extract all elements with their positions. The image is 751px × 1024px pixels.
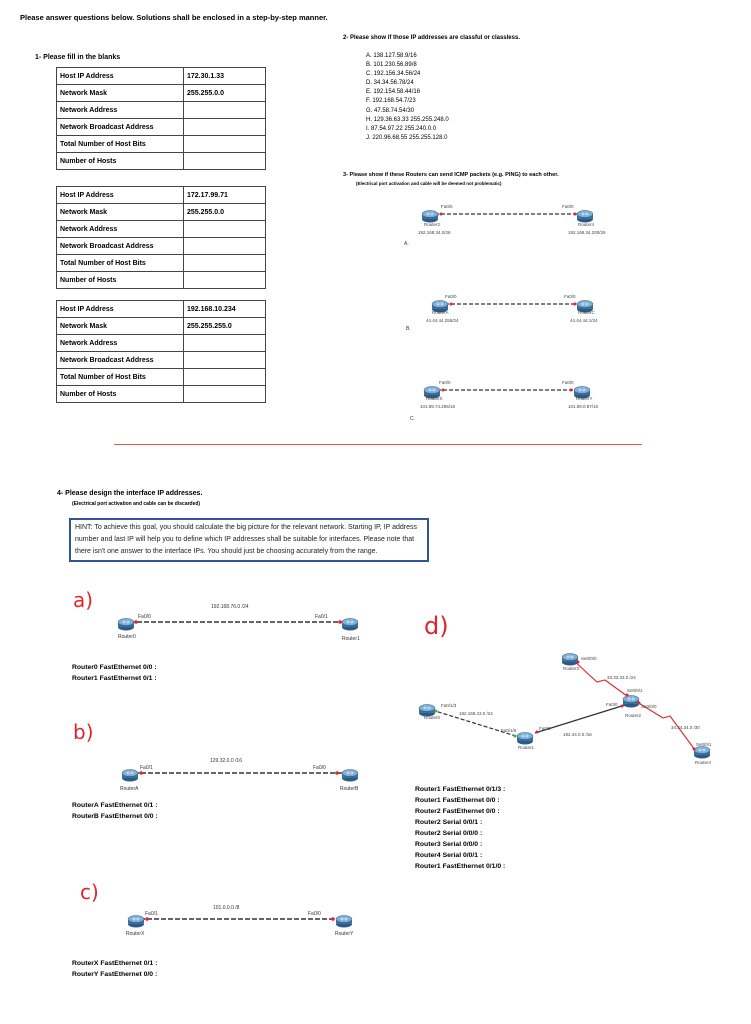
handwritten-a: a)	[73, 588, 94, 612]
label-cell: Host IP Address	[57, 68, 184, 85]
port-label: Se0/0/1	[696, 742, 712, 747]
value-cell[interactable]: 255.255.0.0	[184, 204, 266, 221]
answer-line: Router1 FastEthernet 0/0 :	[415, 797, 500, 804]
list-item: I. 87.54.97.22 255.240.0.0	[366, 125, 437, 132]
router-name: Router4	[578, 222, 595, 227]
label-cell: Network Broadcast Address	[57, 119, 184, 136]
port-dot	[134, 620, 138, 624]
port-dot	[570, 389, 573, 392]
q1-table-3	[56, 300, 266, 403]
diagram-letter: B.	[406, 326, 411, 332]
q4-diagrams-abc	[90, 595, 380, 955]
value-cell[interactable]	[184, 386, 266, 403]
network-label: 129.32.0.0 /16	[210, 758, 242, 764]
q1-title: 1- Please fill in the blanks	[35, 54, 121, 61]
q3-diagram-a	[404, 204, 606, 247]
network-label: 101.0.0.0 /8	[213, 905, 240, 911]
answer-line: Router1 FastEthernet 0/1/0 :	[415, 863, 506, 870]
label-cell: Total Number of Host Bits	[57, 255, 184, 272]
port-label: Fa0/1/0	[501, 728, 517, 733]
network-label: 192.168.76.0 /24	[211, 604, 249, 610]
q4-b-answers	[72, 800, 158, 822]
table-row	[57, 102, 266, 119]
table-row	[57, 68, 266, 85]
value-cell[interactable]	[184, 119, 266, 136]
label-cell: Network Mask	[57, 318, 184, 335]
q4-title: 4- Please design the interface IP addresses.	[57, 490, 203, 497]
q4-note: (Electrical port activation and cable can be discarded)	[72, 501, 201, 507]
router-icon[interactable]	[342, 770, 358, 782]
port-label: Fa0/0	[441, 204, 453, 209]
answer-line: RouterX FastEthernet 0/1 :	[72, 960, 158, 967]
port-label: Fa0/1	[145, 911, 158, 917]
q4-diagram-b	[120, 758, 359, 792]
label-cell: Number of Hosts	[57, 153, 184, 170]
table-row	[57, 204, 266, 221]
port-dot	[621, 705, 624, 708]
answer-line: Router3 Serial 0/0/0 :	[415, 841, 483, 848]
router-name: Router0	[424, 715, 441, 720]
q2-title: 2- Please show if those IP addresses are classful or classless.	[343, 35, 520, 41]
diagram-letter: A.	[404, 241, 409, 247]
label-cell: Number of Hosts	[57, 272, 184, 289]
value-cell[interactable]	[184, 102, 266, 119]
label-cell: Host IP Address	[57, 187, 184, 204]
table-row	[57, 272, 266, 289]
port-label: Fa0/1	[315, 614, 328, 620]
list-item: C. 192.156.34.56/24	[366, 71, 421, 78]
port-label: Fa0/0	[138, 614, 151, 620]
label-cell: Network Address	[57, 221, 184, 238]
q1-table-2	[56, 186, 266, 289]
list-item: A. 138.127.58.9/16	[366, 53, 417, 59]
answer-line: RouterY FastEthernet 0/0 :	[72, 971, 158, 978]
port-dot	[145, 917, 149, 921]
port-dot	[335, 771, 339, 775]
label-cell: Number of Hosts	[57, 386, 184, 403]
q4-diagram-d	[415, 648, 715, 788]
port-label: Fa0/0	[313, 765, 326, 771]
label-cell: Network Broadcast Address	[57, 352, 184, 369]
table-row	[57, 153, 266, 170]
table-row	[57, 255, 266, 272]
router-icon[interactable]	[336, 916, 352, 928]
table-row	[57, 119, 266, 136]
handwritten-c: c)	[80, 880, 99, 904]
network-label: 33.33.33.0 /24	[607, 675, 636, 680]
q1-table-1	[56, 67, 266, 170]
router-icon[interactable]	[122, 770, 138, 782]
router-icon[interactable]	[118, 619, 134, 631]
value-cell[interactable]	[184, 221, 266, 238]
router-name: Router2	[424, 222, 441, 227]
table-row	[57, 386, 266, 403]
answer-line: Router1 FastEthernet 0/1/3 :	[415, 786, 506, 793]
q4-c-answers	[72, 958, 157, 980]
table-row	[57, 335, 266, 352]
port-label: Fa0/0	[439, 380, 451, 385]
answer-line: Router2 FastEthernet 0/0 :	[415, 808, 500, 815]
answer-line: Router1 FastEthernet 0/1 :	[72, 675, 157, 682]
value-cell[interactable]	[184, 335, 266, 352]
port-dot	[577, 661, 580, 664]
network-label: 192.44.0.0 /16	[563, 732, 592, 737]
intro-text: Please answer questions below. Solutions shall be enclosed in a step-by-step manner.	[20, 13, 328, 22]
router-icon[interactable]	[623, 696, 639, 708]
port-dot	[338, 620, 342, 624]
router-icon[interactable]	[517, 733, 533, 745]
port-dot	[450, 303, 453, 306]
router-name: RouterB	[340, 786, 359, 792]
table-row	[57, 136, 266, 153]
ip-label: 192.168.34.200/26	[568, 230, 606, 235]
port-label: Fa0/0	[606, 702, 618, 707]
list-item: B. 101.230.56.89/8	[366, 62, 417, 69]
label-cell: Total Number of Host Bits	[57, 136, 184, 153]
ip-label: 101.89.0.87/16	[568, 404, 599, 409]
router-name: RouterA	[120, 786, 139, 792]
label-cell: Network Mask	[57, 85, 184, 102]
list-item: H. 129.36.63.33 255.255.248.0	[366, 116, 449, 123]
q3-diagram-c	[410, 380, 599, 422]
port-label: Se0/0/0	[641, 704, 657, 709]
value-cell[interactable]	[184, 238, 266, 255]
answer-line: Router2 Serial 0/0/0 :	[415, 830, 483, 837]
router-name: RouterX	[426, 396, 443, 401]
value-cell[interactable]	[184, 272, 266, 289]
q2-list	[366, 52, 449, 143]
port-label: Fa0/1/3	[441, 703, 457, 708]
value-cell[interactable]: 255.255.0.0	[184, 85, 266, 102]
value-cell[interactable]: 255.255.255.0	[184, 318, 266, 335]
port-label: Fa0/0	[562, 204, 574, 209]
value-cell[interactable]	[184, 136, 266, 153]
port-dot	[514, 735, 517, 738]
router-name: Router0	[118, 634, 136, 640]
answer-line: Router2 Serial 0/0/1 :	[415, 819, 483, 826]
table-row	[57, 352, 266, 369]
label-cell: Host IP Address	[57, 301, 184, 318]
port-label: Fa0/0	[564, 294, 576, 299]
label-cell: Network Broadcast Address	[57, 238, 184, 255]
router-name: RouterC	[578, 310, 595, 315]
list-item: J. 220.96.68.55 255.255.128.0	[366, 134, 448, 141]
answer-line: Router4 Serial 0/0/1 :	[415, 852, 483, 859]
value-cell[interactable]: 192.168.10.234	[184, 301, 266, 318]
table-row	[57, 85, 266, 102]
router-name: Router4	[695, 760, 712, 765]
table-row	[57, 301, 266, 318]
router-icon[interactable]	[342, 619, 358, 631]
diagram-letter: C.	[410, 416, 415, 422]
label-cell: Network Mask	[57, 204, 184, 221]
router-name: Router1	[518, 745, 535, 750]
value-cell[interactable]	[184, 352, 266, 369]
port-dot	[442, 389, 445, 392]
router-name: RouterY	[335, 931, 354, 937]
label-cell: Network Address	[57, 335, 184, 352]
q3-diagram-b	[406, 294, 598, 332]
port-label: Fa0/0	[308, 911, 321, 917]
network-label: 192.168.23.0 /24	[459, 711, 493, 716]
list-item: D. 34.34.56.78/24	[366, 80, 414, 87]
port-label: Fa0/0	[562, 380, 574, 385]
handwritten-b: b)	[73, 720, 94, 744]
value-cell[interactable]	[184, 255, 266, 272]
table-row	[57, 318, 266, 335]
q4-a-answers	[72, 662, 157, 684]
q4-diagram-a	[118, 604, 360, 642]
label-cell: Total Number of Host Bits	[57, 369, 184, 386]
section-divider	[114, 444, 642, 445]
port-label: Fa0/0	[445, 294, 457, 299]
router-icon[interactable]	[577, 211, 593, 223]
ip-label: 44.44.44.1/24	[570, 318, 598, 323]
router-name: RouterA	[432, 310, 449, 315]
value-cell[interactable]: 172.17.99.71	[184, 187, 266, 204]
port-dot	[693, 748, 696, 751]
table-row	[57, 369, 266, 386]
router-icon[interactable]	[128, 916, 144, 928]
answer-line: Router0 FastEthernet 0/0 :	[72, 664, 157, 671]
router-icon[interactable]	[694, 747, 710, 759]
ip-label: 44.44.44.255/24	[426, 318, 459, 323]
ip-label: 192.168.34.0/26	[418, 230, 451, 235]
router-name: Router1	[342, 636, 360, 642]
port-dot	[440, 213, 443, 216]
port-dot	[331, 917, 335, 921]
table-row	[57, 221, 266, 238]
q3-title: 3- Please show if these Routers can send ICMP packets (e.g. PING) to each other.	[343, 172, 559, 178]
table-row	[57, 187, 266, 204]
router-name: RouterY	[576, 396, 593, 401]
label-cell: Network Address	[57, 102, 184, 119]
router-name: Router2	[625, 713, 642, 718]
port-dot	[574, 213, 577, 216]
handwritten-d: d)	[424, 612, 449, 640]
port-dot	[626, 694, 629, 697]
value-cell[interactable]	[184, 153, 266, 170]
list-item: F. 192.168.54.7/23	[366, 98, 416, 105]
router-name: Router3	[563, 666, 580, 671]
port-dot	[435, 710, 438, 713]
list-item: E. 192.154.58.44/16	[366, 89, 421, 96]
q3-note: (Electrical port activation and cable will be deemed not problematic)	[356, 181, 502, 186]
value-cell[interactable]	[184, 369, 266, 386]
port-label: Fa0/1	[140, 765, 153, 771]
router-icon[interactable]	[562, 654, 578, 666]
port-dot	[574, 303, 577, 306]
answer-line: RouterB FastEthernet 0/0 :	[72, 813, 158, 820]
q4-diagram-c	[126, 905, 354, 937]
port-label: Se0/0/0	[581, 656, 597, 661]
answer-line: RouterA FastEthernet 0/1 :	[72, 802, 158, 809]
router-name: RouterX	[126, 931, 145, 937]
q3-diagrams	[340, 190, 640, 430]
table-row	[57, 238, 266, 255]
port-label: Fa0/0	[539, 726, 551, 731]
ip-label: 101.89.74.255/16	[420, 404, 456, 409]
value-cell[interactable]: 172.30.1.33	[184, 68, 266, 85]
list-item: G. 47.58.74.54/30	[366, 107, 415, 114]
hint-box: HINT: To achieve this goal, you should calculate the big picture for the relevant network. Starting IP, IP address number and last IP will help you to define which IP addresses shall be suitable for interfaces. Please note that there isn't one answer to the interface IPs. You should just be choosing accurately from the range.	[69, 518, 429, 562]
router-icon[interactable]	[422, 211, 438, 223]
port-dot	[139, 771, 143, 775]
q4-d-answers	[415, 784, 505, 872]
network-label: 34.34.34.0 /30	[671, 725, 700, 730]
port-label: Se0/0/1	[627, 688, 643, 693]
